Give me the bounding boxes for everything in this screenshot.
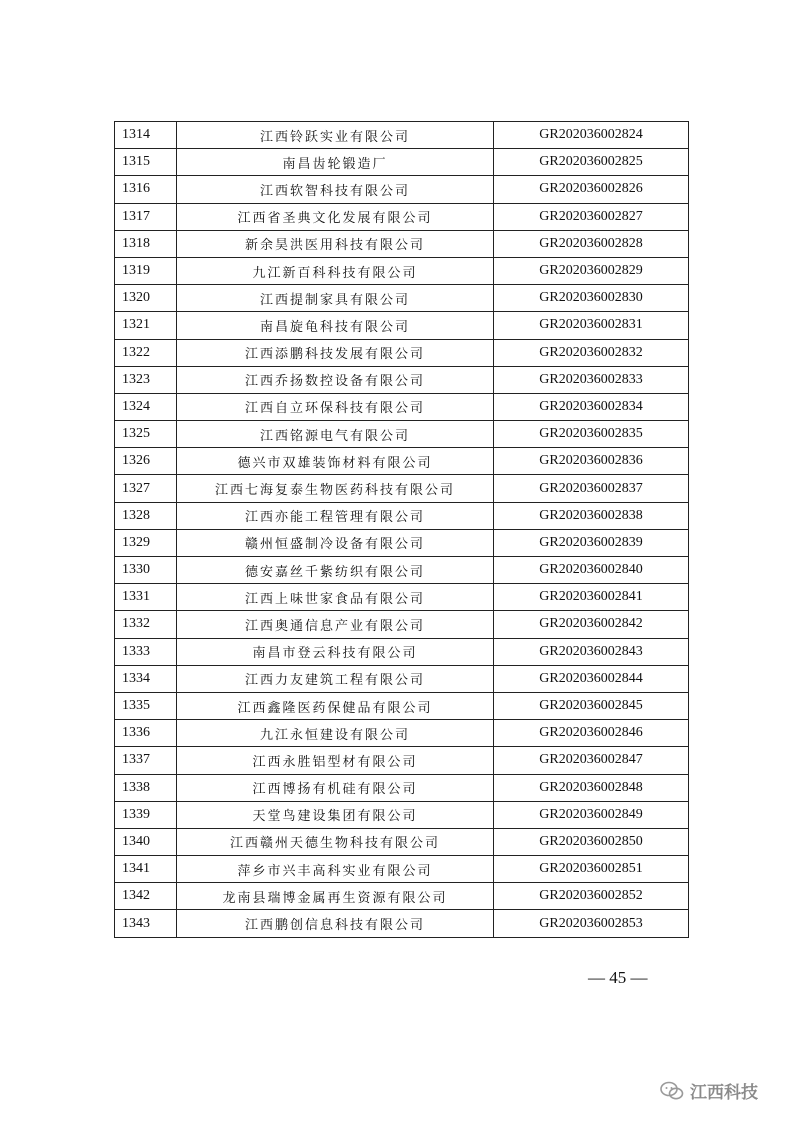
certificate-code-cell: GR202036002843: [494, 638, 689, 665]
certificate-code-cell: GR202036002840: [494, 557, 689, 584]
company-name-cell: 德安嘉丝千紫纺织有限公司: [177, 557, 494, 584]
row-number-cell: 1315: [115, 149, 177, 176]
watermark: [660, 1078, 758, 1103]
certificate-code-cell: GR202036002844: [494, 665, 689, 692]
table-row: [115, 285, 689, 312]
table-row: [115, 366, 689, 393]
table-row: [115, 230, 689, 257]
company-name-cell: 江西上味世家食品有限公司: [177, 584, 494, 611]
row-number-cell: 1333: [115, 638, 177, 665]
row-number-cell: 1316: [115, 176, 177, 203]
table-row: [115, 149, 689, 176]
certificate-code-cell: GR202036002841: [494, 584, 689, 611]
row-number-cell: 1317: [115, 203, 177, 230]
certificate-code-cell: GR202036002826: [494, 176, 689, 203]
company-name-cell: 南昌旋龟科技有限公司: [177, 312, 494, 339]
table-row: [115, 665, 689, 692]
company-name-cell: 南昌市登云科技有限公司: [177, 638, 494, 665]
row-number-cell: 1342: [115, 883, 177, 910]
table-row: [115, 176, 689, 203]
certificate-code-cell: GR202036002833: [494, 366, 689, 393]
certificate-code-cell: GR202036002831: [494, 312, 689, 339]
company-name-cell: 江西乔扬数控设备有限公司: [177, 366, 494, 393]
company-name-cell: 萍乡市兴丰高科实业有限公司: [177, 856, 494, 883]
company-name-cell: 天堂鸟建设集团有限公司: [177, 801, 494, 828]
table-row: [115, 692, 689, 719]
certificate-code-cell: GR202036002853: [494, 910, 689, 937]
certificate-code-cell: GR202036002848: [494, 774, 689, 801]
certificate-code-cell: GR202036002850: [494, 828, 689, 855]
company-name-cell: 江西省圣典文化发展有限公司: [177, 203, 494, 230]
table-row: [115, 828, 689, 855]
table-row: [115, 339, 689, 366]
wechat-icon: [660, 1081, 684, 1101]
company-name-cell: 南昌齿轮锻造厂: [177, 149, 494, 176]
company-name-cell: 江西鑫隆医药保健品有限公司: [177, 692, 494, 719]
company-name-cell: 江西博扬有机硅有限公司: [177, 774, 494, 801]
company-name-cell: 德兴市双雄装饰材料有限公司: [177, 448, 494, 475]
table-row: [115, 801, 689, 828]
row-number-cell: 1338: [115, 774, 177, 801]
company-name-cell: 龙南县瑞博金属再生资源有限公司: [177, 883, 494, 910]
row-number-cell: 1327: [115, 475, 177, 502]
certificate-code-cell: GR202036002836: [494, 448, 689, 475]
table-row: [115, 448, 689, 475]
table-row: [115, 584, 689, 611]
row-number-cell: 1339: [115, 801, 177, 828]
row-number-cell: 1318: [115, 230, 177, 257]
company-name-cell: 江西鹏创信息科技有限公司: [177, 910, 494, 937]
row-number-cell: 1334: [115, 665, 177, 692]
row-number-cell: 1326: [115, 448, 177, 475]
company-name-cell: 九江永恒建设有限公司: [177, 720, 494, 747]
certificate-code-cell: GR202036002851: [494, 856, 689, 883]
row-number-cell: 1314: [115, 122, 177, 149]
certificate-code-cell: GR202036002839: [494, 529, 689, 556]
certificate-code-cell: GR202036002824: [494, 122, 689, 149]
certificate-code-cell: GR202036002827: [494, 203, 689, 230]
certificate-code-cell: GR202036002842: [494, 611, 689, 638]
table-row: [115, 883, 689, 910]
company-name-cell: 新余昊洪医用科技有限公司: [177, 230, 494, 257]
row-number-cell: 1331: [115, 584, 177, 611]
company-name-cell: 江西七海复泰生物医药科技有限公司: [177, 475, 494, 502]
certificate-code-cell: GR202036002845: [494, 692, 689, 719]
table-row: [115, 611, 689, 638]
certificate-code-cell: GR202036002825: [494, 149, 689, 176]
table-row: [115, 910, 689, 937]
row-number-cell: 1329: [115, 529, 177, 556]
company-name-cell: 江西软智科技有限公司: [177, 176, 494, 203]
page-number: — 45 —: [588, 968, 648, 987]
company-table-container: [114, 121, 680, 938]
row-number-cell: 1319: [115, 257, 177, 284]
certificate-code-cell: GR202036002829: [494, 257, 689, 284]
row-number-cell: 1320: [115, 285, 177, 312]
table-row: [115, 203, 689, 230]
company-name-cell: 江西力友建筑工程有限公司: [177, 665, 494, 692]
table-row: [115, 557, 689, 584]
table-row: [115, 122, 689, 149]
row-number-cell: 1325: [115, 421, 177, 448]
row-number-cell: 1337: [115, 747, 177, 774]
table-row: [115, 502, 689, 529]
company-name-cell: 江西添鹏科技发展有限公司: [177, 339, 494, 366]
table-row: [115, 393, 689, 420]
row-number-cell: 1330: [115, 557, 177, 584]
company-table-body: [115, 122, 689, 938]
company-name-cell: 江西奥通信息产业有限公司: [177, 611, 494, 638]
table-row: [115, 747, 689, 774]
table-row: [115, 638, 689, 665]
certificate-code-cell: GR202036002837: [494, 475, 689, 502]
certificate-code-cell: GR202036002849: [494, 801, 689, 828]
certificate-code-cell: GR202036002847: [494, 747, 689, 774]
row-number-cell: 1336: [115, 720, 177, 747]
company-table: [114, 121, 689, 938]
row-number-cell: 1332: [115, 611, 177, 638]
row-number-cell: 1335: [115, 692, 177, 719]
company-name-cell: 江西铭源电气有限公司: [177, 421, 494, 448]
certificate-code-cell: GR202036002830: [494, 285, 689, 312]
company-name-cell: 江西自立环保科技有限公司: [177, 393, 494, 420]
certificate-code-cell: GR202036002838: [494, 502, 689, 529]
table-row: [115, 856, 689, 883]
table-row: [115, 257, 689, 284]
company-name-cell: 江西永胜铝型材有限公司: [177, 747, 494, 774]
certificate-code-cell: GR202036002835: [494, 421, 689, 448]
certificate-code-cell: GR202036002832: [494, 339, 689, 366]
row-number-cell: 1341: [115, 856, 177, 883]
certificate-code-cell: GR202036002852: [494, 883, 689, 910]
table-row: [115, 529, 689, 556]
company-name-cell: 江西赣州天德生物科技有限公司: [177, 828, 494, 855]
certificate-code-cell: GR202036002828: [494, 230, 689, 257]
company-name-cell: 九江新百科科技有限公司: [177, 257, 494, 284]
certificate-code-cell: GR202036002846: [494, 720, 689, 747]
row-number-cell: 1321: [115, 312, 177, 339]
table-row: [115, 720, 689, 747]
table-row: [115, 312, 689, 339]
row-number-cell: 1340: [115, 828, 177, 855]
certificate-code-cell: GR202036002834: [494, 393, 689, 420]
table-row: [115, 421, 689, 448]
row-number-cell: 1322: [115, 339, 177, 366]
table-row: [115, 475, 689, 502]
table-row: [115, 774, 689, 801]
watermark-text: 江西科技: [690, 1083, 758, 1103]
row-number-cell: 1324: [115, 393, 177, 420]
company-name-cell: 赣州恒盛制冷设备有限公司: [177, 529, 494, 556]
company-name-cell: 江西亦能工程管理有限公司: [177, 502, 494, 529]
company-name-cell: 江西提制家具有限公司: [177, 285, 494, 312]
row-number-cell: 1328: [115, 502, 177, 529]
row-number-cell: 1343: [115, 910, 177, 937]
company-name-cell: 江西铃跃实业有限公司: [177, 122, 494, 149]
row-number-cell: 1323: [115, 366, 177, 393]
